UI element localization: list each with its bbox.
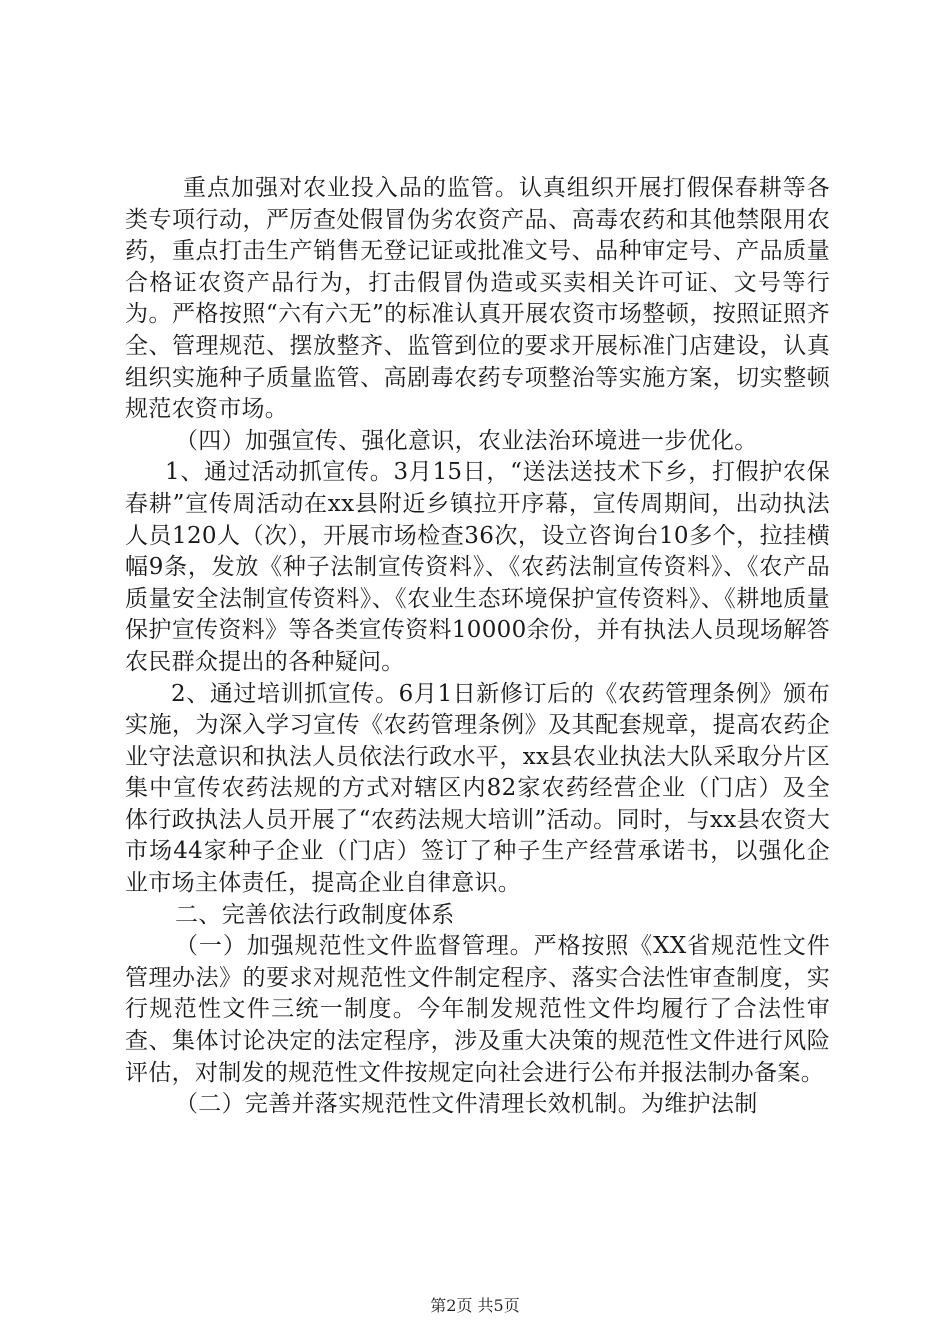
page-number-footer: 第2页 共5页 (430, 1296, 520, 1315)
section-heading-publicity: （四）加强宣传、强化意识，农业法治环境进一步优化。 (175, 427, 758, 454)
document-body (125, 173, 830, 1121)
section-heading-system: 二、完善依法行政制度体系 (175, 901, 455, 928)
paragraph-normative-documents: （一）加强规范性文件监督管理。严格按照《XX省规范性文件管理办法》的要求对规范性文件制定程序、落实合法性审查制度，实行规范性文件三统一制度。今年制发规范性文件均履行了合法性审查、集体讨论决定的法定程序，涉及重大决策的规范性文件进行风险评估，对制发的规范性文件按规定向社会进行公布并报法制办备案。 (125, 933, 830, 1086)
paragraph-training-publicity: 2、通过培训抓宣传。6月1日新修订后的《农药管理条例》颁布实施，为深入学习宣传《农药管理条例》及其配套规章，提高农药企业守法意识和执法人员依法行政水平，xx县农业执法大队采取分片区集中宣传农药法规的方式对辖区内82家农药经营企业（门店）及全体行政执法人员开展了“农药法规大培训”活动。同时，与xx县农资大市场44家种子企业（门店）签订了种子生产经营承诺书，以强化企业市场主体责任，提高企业自律意识。 (125, 680, 830, 897)
paragraph-cleanup-mechanism: （二）完善并落实规范性文件清理长效机制。为维护法制 (175, 1091, 758, 1118)
paragraph-activity-publicity: 1、通过活动抓宣传。3月15日，“送法送技术下乡，打假护农保春耕”宣传周活动在xx县附近乡镇拉开序幕，宣传周期间，出动执法人员120人（次），开展市场检查36次，设立咨询台10多个，拉挂横幅9条，发放《种子法制宣传资料》、《农药法制宣传资料》、《农产品质量安全法制宣传资料》、《农业生态环境保护宣传资料》、《耕地质量保护宣传资料》等各类宣传资料10000余份，并有执法人员现场解答农民群众提出的各种疑问。 (125, 459, 830, 675)
paragraph-input-supervision: 重点加强对农业投入品的监管。认真组织开展打假保春耕等各类专项行动，严厉查处假冒伪劣农资产品、高毒农药和其他禁限用农药，重点打击生产销售无登记证或批准文号、品种审定号、产品质量合格证农资产品行为，打击假冒伪造或买卖相关许可证、文号等行为。严格按照“六有六无”的标准认真开展农资市场整顿，按照证照齐全、管理规范、摆放整齐、监管到位的要求开展标准门店建设，认真组织实施种子质量监管、高剧毒农药专项整治等实施方案，切实整顿规范农资市场。 (125, 175, 830, 423)
